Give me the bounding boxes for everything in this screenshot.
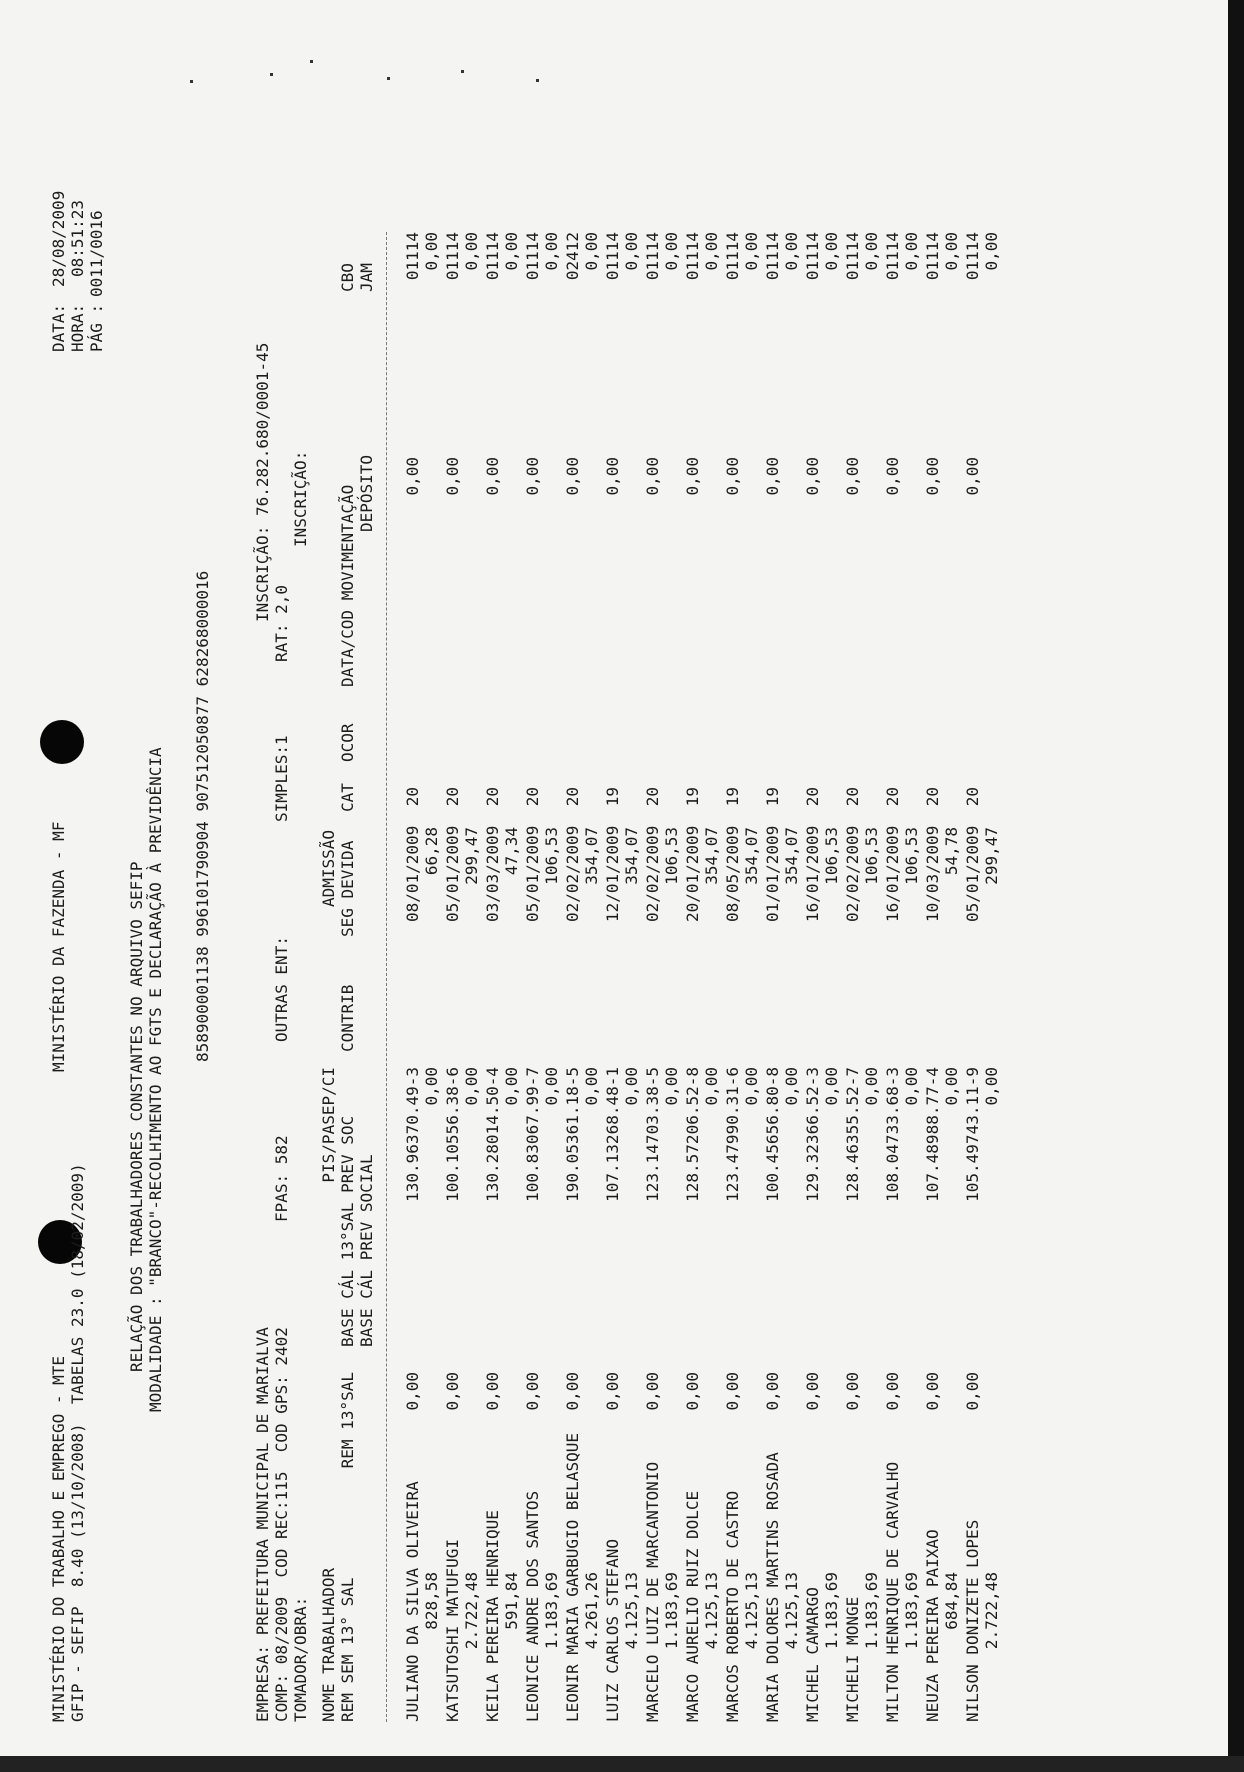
ministry-mte: MINISTÉRIO DO TRABALHO E EMPREGO - MTE	[49, 1355, 68, 1722]
fpas: FPAS: 582	[272, 1135, 291, 1222]
worker-pis: 107.13268.48-1	[603, 1067, 622, 1202]
worker-rem-13: 0,00	[563, 1372, 582, 1411]
worker-pis: 128.46355.52-7	[843, 1067, 862, 1202]
col-pis: PIS/PASEP/CI	[319, 1067, 338, 1183]
worker-cat: 20	[643, 787, 662, 807]
worker-rem-13: 0,00	[643, 1372, 662, 1411]
worker-jam: 0,00	[942, 232, 961, 271]
worker-admissao: 05/01/2009	[523, 825, 542, 922]
col-data-cod-mov: DATA/COD MOVIMENTAÇÃO	[338, 484, 357, 687]
worker-base-prev: 0,00	[982, 1067, 1001, 1106]
worker-seg-devida: 299,47	[982, 827, 1001, 885]
worker-cbo: 01114	[643, 232, 662, 281]
worker-admissao: 05/01/2009	[443, 825, 462, 922]
worker-cat: 19	[683, 787, 702, 807]
worker-seg-devida: 66,28	[422, 827, 441, 876]
worker-cat: 19	[603, 787, 622, 807]
worker-rem-sem-13: 2.722,48	[462, 1572, 481, 1650]
worker-rem-13: 0,00	[683, 1372, 702, 1411]
worker-cbo: 01114	[483, 232, 502, 281]
worker-cbo: 01114	[723, 232, 742, 281]
worker-admissao: 05/01/2009	[963, 825, 982, 922]
worker-jam: 0,00	[662, 232, 681, 271]
worker-rem-sem-13: 684,84	[942, 1572, 961, 1630]
worker-deposito: 0,00	[563, 457, 582, 496]
worker-name: MARCELO LUIZ DE MARCANTONIO	[643, 1461, 662, 1722]
worker-seg-devida: 354,07	[702, 827, 721, 885]
worker-base-prev: 0,00	[902, 1067, 921, 1106]
worker-pis: 130.28014.50-4	[483, 1067, 502, 1202]
worker-pis: 108.04733.68-3	[883, 1067, 902, 1202]
worker-deposito: 0,00	[843, 457, 862, 496]
worker-deposito: 0,00	[483, 457, 502, 496]
worker-rem-13: 0,00	[883, 1372, 902, 1411]
worker-seg-devida: 354,07	[582, 827, 601, 885]
worker-pis: 130.96370.49-3	[403, 1067, 422, 1202]
worker-seg-devida: 354,07	[622, 827, 641, 885]
worker-deposito: 0,00	[963, 457, 982, 496]
worker-jam: 0,00	[422, 232, 441, 271]
worker-deposito: 0,00	[523, 457, 542, 496]
tomador-obra: TOMADOR/OBRA:	[291, 1596, 310, 1722]
worker-admissao: 02/02/2009	[563, 825, 582, 922]
worker-base-prev: 0,00	[862, 1067, 881, 1106]
worker-seg-devida: 106,53	[902, 827, 921, 885]
worker-rem-sem-13: 1.183,69	[902, 1572, 921, 1650]
worker-rem-sem-13: 1.183,69	[542, 1572, 561, 1650]
worker-admissao: 16/01/2009	[803, 825, 822, 922]
worker-base-prev: 0,00	[782, 1067, 801, 1106]
worker-pis: 128.57206.52-8	[683, 1067, 702, 1202]
worker-base-prev: 0,00	[822, 1067, 841, 1106]
worker-deposito: 0,00	[923, 457, 942, 496]
worker-cat: 20	[563, 787, 582, 807]
date-label: DATA:	[49, 303, 68, 352]
worker-rem-13: 0,00	[523, 1372, 542, 1411]
outras-entidades: OUTRAS ENT:	[272, 936, 291, 1042]
time-value: 08:51:23	[68, 199, 87, 277]
col-admissao: ADMISSÃO	[319, 829, 338, 907]
worker-name: JULIANO DA SILVA OLIVEIRA	[403, 1481, 422, 1722]
worker-base-prev: 0,00	[582, 1067, 601, 1106]
worker-rem-13: 0,00	[403, 1372, 422, 1411]
tomador-inscricao: INSCRIÇÃO:	[291, 450, 310, 547]
header-rule	[386, 232, 387, 1722]
worker-rem-13: 0,00	[603, 1372, 622, 1411]
worker-base-prev: 0,00	[942, 1067, 961, 1106]
worker-rem-13: 0,00	[723, 1372, 742, 1411]
worker-jam: 0,00	[862, 232, 881, 271]
worker-admissao: 08/01/2009	[403, 825, 422, 922]
worker-seg-devida: 54,78	[942, 827, 961, 876]
worker-deposito: 0,00	[763, 457, 782, 496]
worker-cat: 20	[843, 787, 862, 807]
worker-base-prev: 0,00	[462, 1067, 481, 1106]
col-rem-sem: REM SEM 13° SAL	[338, 1577, 357, 1722]
worker-jam: 0,00	[902, 232, 921, 271]
worker-rem-sem-13: 4.125,13	[782, 1572, 801, 1650]
worker-pis: 100.45656.80-8	[763, 1067, 782, 1202]
worker-deposito: 0,00	[883, 457, 902, 496]
report-sheet	[50, 42, 1200, 1722]
worker-cbo: 01114	[603, 232, 622, 281]
worker-name: MICHELI MONGE	[843, 1596, 862, 1722]
worker-admissao: 02/02/2009	[643, 825, 662, 922]
col-deposito: DEPÓSITO	[357, 454, 376, 532]
worker-deposito: 0,00	[723, 457, 742, 496]
worker-name: KEILA PEREIRA HENRIQUE	[483, 1510, 502, 1722]
worker-seg-devida: 47,34	[502, 827, 521, 876]
company-cnpj: INSCRIÇÃO: 76.282.680/0001-45	[253, 342, 272, 622]
worker-rem-sem-13: 4.125,13	[742, 1572, 761, 1650]
worker-pis: 190.05361.18-5	[563, 1067, 582, 1202]
worker-name: MICHEL CAMARGO	[803, 1587, 822, 1722]
col-jam: JAM	[357, 263, 376, 292]
ministry-mf: MINISTÉRIO DA FAZENDA - MF	[49, 821, 68, 1072]
worker-seg-devida: 299,47	[462, 827, 481, 885]
worker-cbo: 01114	[923, 232, 942, 281]
worker-cat: 20	[803, 787, 822, 807]
worker-cbo: 02412	[563, 232, 582, 281]
col-base-prev: BASE CÁL PREV SOCIAL	[357, 1154, 376, 1347]
worker-cat: 20	[883, 787, 902, 807]
worker-base-prev: 0,00	[542, 1067, 561, 1106]
worker-jam: 0,00	[502, 232, 521, 271]
worker-base-prev: 0,00	[502, 1067, 521, 1106]
worker-pis: 100.10556.38-6	[443, 1067, 462, 1202]
worker-rem-sem-13: 4.125,13	[622, 1572, 641, 1650]
simples: SIMPLES:1	[272, 735, 291, 822]
page-number: 0011/0016	[87, 210, 106, 297]
worker-deposito: 0,00	[803, 457, 822, 496]
worker-base-prev: 0,00	[702, 1067, 721, 1106]
worker-rem-13: 0,00	[483, 1372, 502, 1411]
worker-name: NILSON DONIZETE LOPES	[963, 1519, 982, 1722]
worker-admissao: 20/01/2009	[683, 825, 702, 922]
worker-base-prev: 0,00	[422, 1067, 441, 1106]
worker-rem-sem-13: 1.183,69	[862, 1572, 881, 1650]
worker-name: MARCO AURELIO RUIZ DOLCE	[683, 1490, 702, 1722]
col-seg-devida: SEG DEVIDA	[338, 840, 357, 937]
worker-cat: 20	[963, 787, 982, 807]
worker-base-prev: 0,00	[622, 1067, 641, 1106]
worker-rem-sem-13: 4.125,13	[702, 1572, 721, 1650]
worker-seg-devida: 354,07	[782, 827, 801, 885]
col-cbo: CBO	[338, 263, 357, 292]
worker-seg-devida: 106,53	[822, 827, 841, 885]
worker-seg-devida: 354,07	[742, 827, 761, 885]
worker-rem-13: 0,00	[923, 1372, 942, 1411]
worker-rem-sem-13: 1.183,69	[662, 1572, 681, 1650]
page-label: PÁG :	[87, 303, 106, 352]
worker-pis: 123.14703.38-5	[643, 1067, 662, 1202]
worker-cat: 20	[523, 787, 542, 807]
competence-line: COMP: 08/2009 COD REC:115 COD GPS: 2402	[272, 1327, 291, 1722]
worker-name: NEUZA PEREIRA PAIXAO	[923, 1529, 942, 1722]
worker-deposito: 0,00	[403, 457, 422, 496]
worker-pis: 129.32366.52-3	[803, 1067, 822, 1202]
col-base-13: BASE CÁL 13°SAL PREV SOC	[338, 1115, 357, 1347]
date-value: 28/08/2009	[49, 190, 68, 287]
barcode-digits: 858900001138 996101790904 907512050877 628268000016	[193, 570, 212, 1062]
worker-rem-sem-13: 2.722,48	[982, 1572, 1001, 1650]
worker-base-prev: 0,00	[662, 1067, 681, 1106]
worker-name: MILTON HENRIQUE DE CARVALHO	[883, 1461, 902, 1722]
worker-cat: 20	[443, 787, 462, 807]
col-nome: NOME TRABALHADOR	[319, 1567, 338, 1722]
worker-admissao: 01/01/2009	[763, 825, 782, 922]
worker-name: MARIA DOLORES MARTINS ROSADA	[763, 1452, 782, 1722]
company-name: EMPRESA: PREFEITURA MUNICIPAL DE MARIALVA	[253, 1327, 272, 1722]
worker-deposito: 0,00	[643, 457, 662, 496]
worker-jam: 0,00	[982, 232, 1001, 271]
worker-rem-13: 0,00	[803, 1372, 822, 1411]
worker-rem-13: 0,00	[843, 1372, 862, 1411]
worker-admissao: 03/03/2009	[483, 825, 502, 922]
worker-deposito: 0,00	[683, 457, 702, 496]
worker-pis: 123.47990.31-6	[723, 1067, 742, 1202]
worker-cat: 20	[483, 787, 502, 807]
worker-admissao: 02/02/2009	[843, 825, 862, 922]
worker-pis: 107.48988.77-4	[923, 1067, 942, 1202]
worker-seg-devida: 106,53	[542, 827, 561, 885]
worker-cbo: 01114	[683, 232, 702, 281]
worker-jam: 0,00	[582, 232, 601, 271]
worker-admissao: 08/05/2009	[723, 825, 742, 922]
time-label: HORA:	[68, 303, 87, 352]
worker-cat: 19	[723, 787, 742, 807]
worker-deposito: 0,00	[603, 457, 622, 496]
worker-seg-devida: 106,53	[862, 827, 881, 885]
scan-edge-bottom	[0, 1756, 1244, 1772]
worker-jam: 0,00	[782, 232, 801, 271]
col-cat: CAT	[338, 783, 357, 812]
worker-cbo: 01114	[883, 232, 902, 281]
worker-rem-sem-13: 828,58	[422, 1572, 441, 1630]
worker-deposito: 0,00	[443, 457, 462, 496]
worker-admissao: 10/03/2009	[923, 825, 942, 922]
worker-cbo: 01114	[963, 232, 982, 281]
worker-cbo: 01114	[803, 232, 822, 281]
scan-edge-right	[1228, 0, 1244, 1772]
worker-cbo: 01114	[763, 232, 782, 281]
worker-cat: 19	[763, 787, 782, 807]
worker-rem-sem-13: 4.261,26	[582, 1572, 601, 1650]
worker-jam: 0,00	[622, 232, 641, 271]
worker-cbo: 01114	[443, 232, 462, 281]
rat: RAT: 2,0	[272, 584, 291, 662]
col-ocor: OCOR	[338, 723, 357, 762]
worker-cbo: 01114	[843, 232, 862, 281]
worker-rem-13: 0,00	[443, 1372, 462, 1411]
worker-name: LEONIR MARIA GARBUGIO BELASQUE	[563, 1433, 582, 1722]
worker-rem-13: 0,00	[963, 1372, 982, 1411]
worker-base-prev: 0,00	[742, 1067, 761, 1106]
report-modality: MODALIDADE : "BRANCO"-RECOLHIMENTO AO FGTS E DECLARAÇÃO À PREVIDÊNCIA	[146, 747, 165, 1412]
worker-rem-sem-13: 591,84	[502, 1572, 521, 1630]
worker-admissao: 12/01/2009	[603, 825, 622, 922]
worker-jam: 0,00	[822, 232, 841, 271]
worker-name: LUIZ CARLOS STEFANO	[603, 1538, 622, 1722]
worker-name: MARCOS ROBERTO DE CASTRO	[723, 1490, 742, 1722]
worker-rem-13: 0,00	[763, 1372, 782, 1411]
worker-cbo: 01114	[403, 232, 422, 281]
col-rem-13: REM 13°SAL	[338, 1372, 357, 1469]
report-title: RELAÇÃO DOS TRABALHADORES CONSTANTES NO ARQUIVO SEFIP	[127, 861, 146, 1372]
worker-rem-sem-13: 1.183,69	[822, 1572, 841, 1650]
worker-jam: 0,00	[702, 232, 721, 271]
worker-cat: 20	[923, 787, 942, 807]
worker-pis: 105.49743.11-9	[963, 1067, 982, 1202]
col-contrib: CONTRIB	[338, 984, 357, 1052]
worker-pis: 100.83067.99-7	[523, 1067, 542, 1202]
worker-seg-devida: 106,53	[662, 827, 681, 885]
program-version: GFIP - SEFIP 8.40 (13/10/2008) TABELAS 23.0 (18/02/2009)	[68, 1163, 87, 1722]
worker-jam: 0,00	[742, 232, 761, 271]
worker-name: LEONICE ANDRE DOS SANTOS	[523, 1490, 542, 1722]
worker-admissao: 16/01/2009	[883, 825, 902, 922]
worker-cbo: 01114	[523, 232, 542, 281]
worker-name: KATSUTOSHI MATUFUGI	[443, 1538, 462, 1722]
worker-cat: 20	[403, 787, 422, 807]
worker-jam: 0,00	[462, 232, 481, 271]
worker-jam: 0,00	[542, 232, 561, 271]
